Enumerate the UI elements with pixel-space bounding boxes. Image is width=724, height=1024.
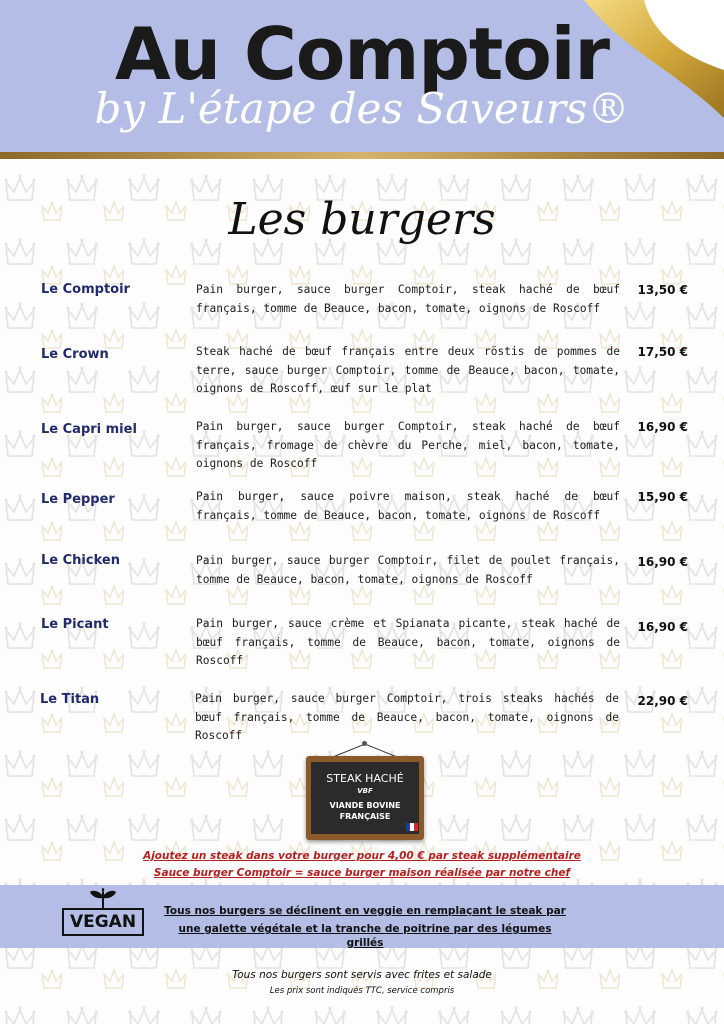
chalkboard-line-2: VBF [357, 787, 373, 795]
vegan-note-line-1: Tous nos burgers se déclinent en veggie en remplaçant le steak par [164, 905, 566, 917]
chalkboard-surface [311, 762, 419, 834]
chalkboard-line-3: VIANDE BOVINE [329, 801, 401, 810]
header-gold-border [0, 152, 724, 159]
chalkboard-nail [362, 741, 367, 746]
item-description: Pain burger, sauce crème et Spianata picante, steak haché de bœuf français, tomme de Beauce, bacon, tomate, oignons de Roscoff [196, 617, 620, 667]
vegan-note-line-2: une galette végétale et la tranche de poitrine par des légumes grillés [178, 923, 552, 949]
item-price: 16,90 € [637, 420, 688, 434]
chalkboard-line-1: STEAK HACHÉ [326, 772, 404, 785]
french-flag-icon [406, 823, 418, 831]
item-price: 22,90 € [637, 694, 688, 708]
leaf-icon [88, 888, 118, 910]
footer-price-note: Les prix sont indiqués TTC, service compris [269, 986, 455, 996]
section-title: Les burgers [228, 194, 496, 245]
item-description: Pain burger, sauce burger Comptoir, filet de poulet français, tomme de Beauce, bacon, tomate, oignons de Roscoff [196, 554, 620, 586]
item-name: Le Chicken [41, 553, 120, 568]
vegan-logo-text: VEGAN [69, 912, 137, 932]
item-description: Pain burger, sauce poivre maison, steak haché de bœuf français, tomme de Beauce, bacon, tomate, oignons de Roscoff [196, 490, 620, 522]
item-name: Le Crown [41, 347, 109, 362]
item-price: 16,90 € [637, 555, 688, 569]
item-description: Pain burger, sauce burger Comptoir, trois steaks hachés de bœuf français, tomme de Beauce, bacon, tomate, oignons de Roscoff [195, 692, 619, 742]
item-price: 13,50 € [637, 283, 688, 297]
item-description: Steak haché de bœuf français entre deux röstis de pommes de terre, sauce burger Comptoir, tomme de Beauce, bacon, tomate, oignons de Roscoff, œuf sur le plat [196, 345, 620, 395]
footer-sides-note: Tous nos burgers sont servis avec frites et salade [232, 969, 492, 981]
item-description: Pain burger, sauce burger Comptoir, steak haché de bœuf français, fromage de chèvre du Perche, miel, bacon, tomate, oignons de Roscoff [196, 420, 620, 470]
item-name: Le Capri miel [41, 422, 137, 437]
restaurant-title: Au Comptoir [115, 12, 609, 96]
chalkboard-line-4: FRANÇAISE [339, 812, 391, 821]
page-curl-icon [584, 0, 724, 120]
item-price: 15,90 € [637, 490, 688, 504]
item-price: 16,90 € [637, 620, 688, 634]
item-name: Le Picant [41, 617, 109, 632]
item-price: 17,50 € [637, 345, 688, 359]
vegan-logo [62, 888, 146, 940]
steak-chalkboard [306, 756, 424, 840]
extra-steak-note: Ajoutez un steak dans votre burger pour 4,00 € par steak supplémentaire [143, 850, 581, 862]
item-name: Le Pepper [41, 492, 115, 507]
item-description: Pain burger, sauce burger Comptoir, steak haché de bœuf français, tomme de Beauce, bacon, tomate, oignons de Roscoff [196, 283, 620, 315]
sauce-note: Sauce burger Comptoir = sauce burger maison réalisée par notre chef [153, 867, 571, 879]
restaurant-subtitle: by L'étape des Saveurs® [94, 84, 630, 133]
item-name: Le Titan [40, 692, 100, 707]
item-name: Le Comptoir [41, 282, 130, 297]
